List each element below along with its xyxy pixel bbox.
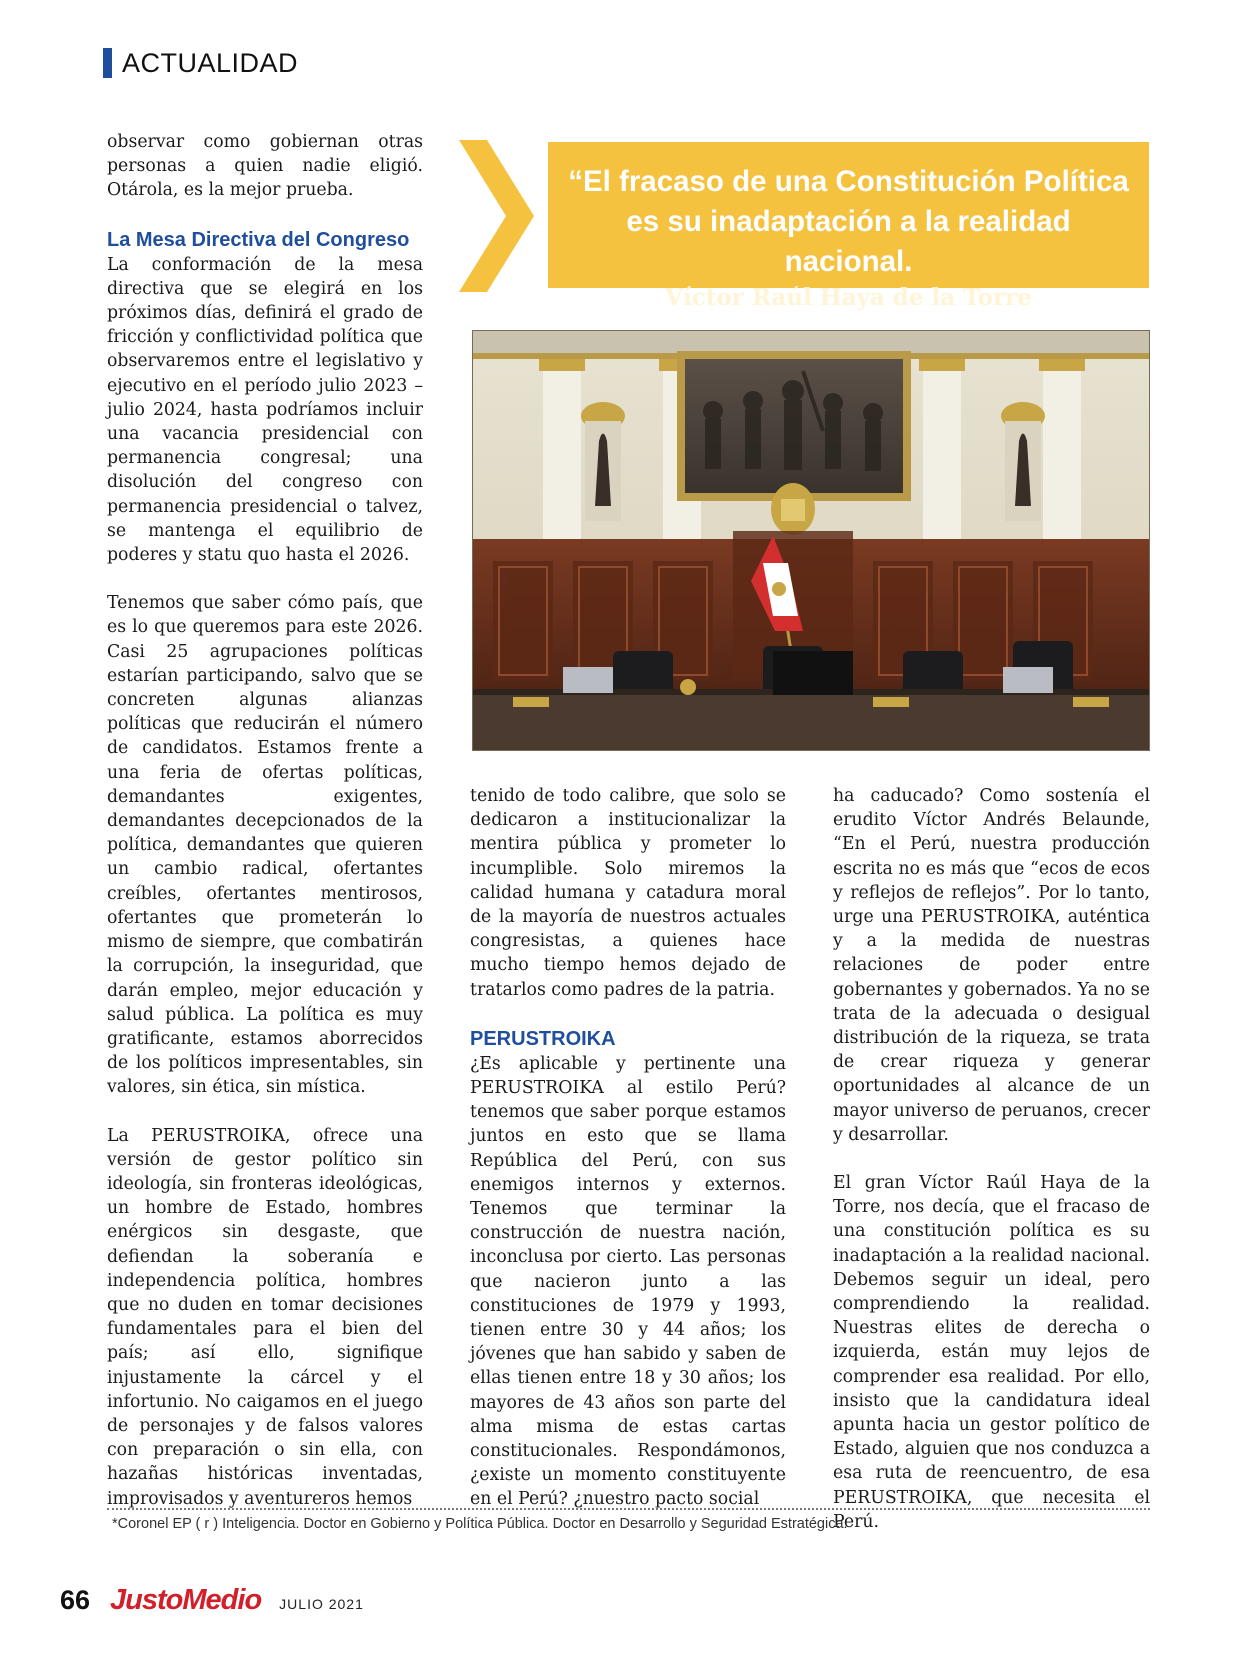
article-column-3	[833, 784, 1150, 1534]
section-header	[103, 48, 298, 78]
article-column-1	[107, 130, 423, 1511]
paragraph: La conformación de la mesa directiva que se elegirá en los próximos días, definirá el grado de fricción y conflictividad política que observaremos entre el legislativo y ejecutivo en el período julio 2023 – julio 2024, hasta podríamos incluir una vacancia presidencial con permanencia congresal; una disolución del congreso con permanencia presidencial o talvez, se mantenga el equilibrio de poderes y statu quo hasta el 2026.	[107, 254, 423, 566]
pull-quote	[548, 142, 1149, 311]
paragraph: ha caducado? Como sostenía el erudito Víctor Andrés Belaunde, “En el Perú, nuestra producción escrita no es más que “ecos de ecos y reflejos de reflejos”. Por lo tanto, urge una PERUSTROIKA, auténtica y a la medida de nuestras relaciones de poder entre gobernantes y gobernados. Ya no se trata de la adecuada o desigual distribución de la riqueza, se trata de crear riqueza y generar oportunidades al alcance de un mayor universo de peruanos, crecer y desarrollar.	[833, 786, 1150, 1145]
article-column-2	[470, 784, 786, 1512]
section-accent-bar	[103, 48, 112, 78]
paragraph: Tenemos que saber cómo país, que es lo que queremos para este 2026. Casi 25 agrupaciones políticas estarían participando, salvo que se concreten algunas alianzas políticas que reducirán el número de candidatos. Estamos frente a una feria de ofertas políticas, demandantes exigentes, demandantes decepcionados de la política, demandantes que quieren un cambio radical, ofertantes creíbles, ofertantes mentirosos, ofertantes que prometerán lo mismo de siempre, que combatirán la corrupción, la inseguridad, que darán empleo, mejor educación y salud pública. La política es muy gratificante, estamos aborrecidos de los políticos impresentables, sin valores, sin ética, sin mística.	[107, 593, 423, 1098]
magazine-logo: JustoMedio	[110, 1584, 262, 1616]
footnote-divider	[107, 1508, 1150, 1510]
paragraph: La PERUSTROIKA, ofrece una versión de gestor político sin ideología, sin fronteras ideológicas, un hombre de Estado, hombres enérgicos sin desgaste, que defiendan la soberanía e independencia política, hombres que no duden en tomar decisiones fundamentales para el bien del país; así ello, signifique injustamente la cárcel y el infortunio. No caigamos en el juego de personajes y de falsos valores con preparación o sin ella, con hazañas históricas inventadas, improvisados y aventureros hemos	[107, 1125, 423, 1509]
section-title: ACTUALIDAD	[122, 47, 299, 78]
chevron-right-icon	[459, 140, 534, 292]
subheading-mesa-directiva: La Mesa Directiva del Congreso	[107, 228, 410, 251]
pull-quote-author: Víctor Raúl Haya de la Torre	[665, 284, 1032, 311]
congress-chamber-photo	[472, 330, 1150, 751]
issue-date: JULIO 2021	[279, 1596, 364, 1612]
page-number: 66	[60, 1585, 91, 1615]
page-footer	[60, 1584, 364, 1618]
author-footnote: *Coronel EP ( r ) Inteligencia. Doctor en Gobierno y Política Pública. Doctor en Desarrollo y Seguridad Estratégica.	[112, 1516, 848, 1532]
subheading-perustroika: PERUSTROIKA	[470, 1027, 616, 1050]
pull-quote-text: “El fracaso de una Constitución Política es su inadaptación a la realidad nacional.	[568, 165, 1129, 278]
paragraph: observar como gobiernan otras personas a quien nadie eligió. Otárola, es la mejor prueba.	[107, 132, 423, 201]
paragraph: ¿Es aplicable y pertinente una PERUSTROIKA al estilo Perú? tenemos que saber porque estamos juntos en esto que se llama República del Perú, con sus enemigos internos y externos. Tenemos que terminar la construcción de nuestra nación, inconclusa por cierto. Las personas que nacieron junto a las constituciones de 1979 y 1993, tienen entre 30 y 44 años; los jóvenes que han sabido y saben de ellas tienen entre 18 y 30 años; los mayores de 43 años son parte del alma misma de estas cartas constitucionales. Respondámonos, ¿existe un momento constituyente en el Perú? ¿nuestro pacto social	[470, 1053, 786, 1510]
paragraph: tenido de todo calibre, que solo se dedicaron a institucionalizar la mentira pública y prometer lo incumplible. Solo miremos la calidad humana y catadura moral de la mayoría de nuestros actuales congresistas, a quienes hace mucho tiempo hemos dejado de tratarlos como padres de la patria.	[470, 786, 786, 1000]
paragraph: El gran Víctor Raúl Haya de la Torre, nos decía, que el fracaso de una constitución política es su inadaptación a la realidad nacional. Debemos seguir un ideal, pero comprendiendo la realidad. Nuestras elites de derecha o izquierda, están muy lejos de comprender esa realidad. Por ello, insisto que la candidatura ideal apunta hacia un gestor político de Estado, alguien que nos conduzca a esa ruta de reencuentro, de esa PERUSTROIKA, que necesita el Perú.	[833, 1173, 1150, 1532]
